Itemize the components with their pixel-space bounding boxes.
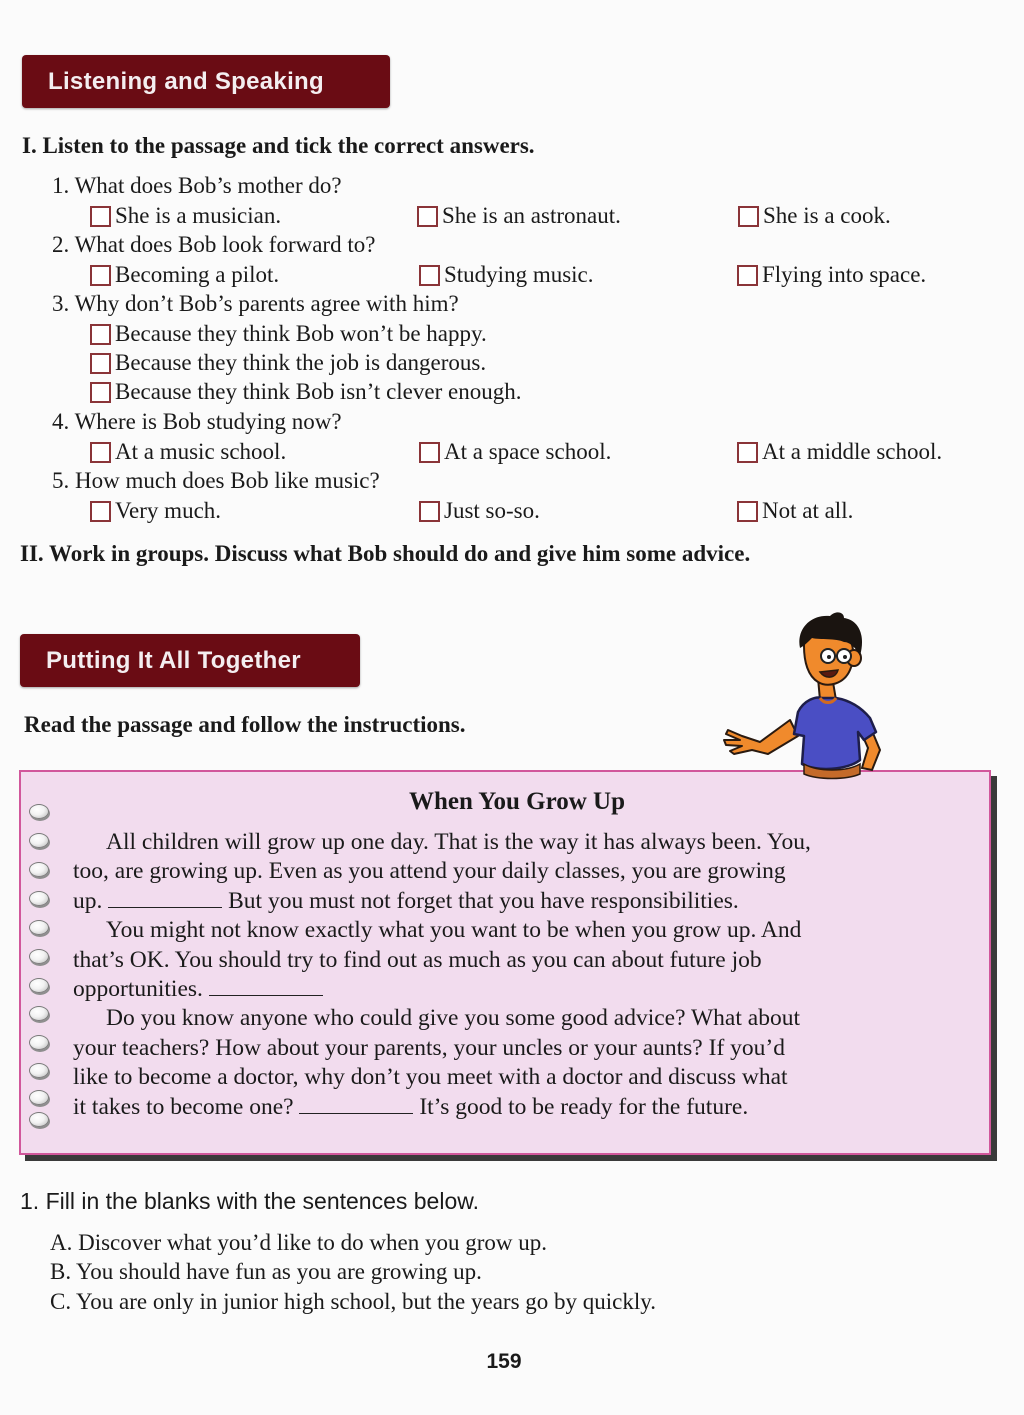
checkbox[interactable] [737,265,758,286]
option-label: She is an astronaut. [442,203,621,228]
option-q5-a[interactable] [90,498,221,524]
passage-text: it takes to become one? [73,1093,300,1120]
passage-line [73,888,739,915]
question-3: 3. Why don’t Bob’s parents agree with him? [52,291,459,316]
checkbox[interactable] [90,501,111,522]
option-label: Just so-so. [444,498,540,523]
passage-line [73,947,762,974]
option-label: At a space school. [444,439,612,464]
passage-title: When You Grow Up [408,788,625,815]
checkbox[interactable] [419,442,440,463]
checkbox[interactable] [737,501,758,522]
sentence-option-c: C. You are only in junior high school, but the years go by quickly. [50,1289,657,1314]
cartoon-boy-illustration [720,608,890,780]
passage-line [106,1005,800,1032]
spiral-ring-icon [29,1006,49,1021]
option-label: Because they think the job is dangerous. [115,350,487,375]
passage-text: like to become a doctor, why don’t you meet with a doctor and discuss what [73,1064,788,1091]
spiral-ring-icon [29,978,49,993]
passage-text: that’s OK. You should try to find out as much as you can about future job [73,946,762,973]
option-q4-a[interactable] [90,439,286,465]
spiral-ring-icon [29,833,49,848]
option-label: Because they think Bob isn’t clever enough. [115,379,522,404]
passage-text: up. [73,887,109,914]
option-label: At a music school. [115,439,287,464]
passage-text: opportunities. [73,976,209,1002]
passage-line [73,1064,788,1091]
question-2: 2. What does Bob look forward to? [52,232,376,257]
checkbox[interactable] [417,206,438,227]
task-instruction: 1. Fill in the blanks with the sentences below. [20,1188,479,1214]
checkbox[interactable] [90,382,111,403]
option-q2-c[interactable] [737,262,926,288]
option-label: Flying into space. [762,262,927,287]
checkbox[interactable] [419,501,440,522]
passage-line [106,829,811,856]
spiral-ring-icon [29,1090,49,1105]
section-heading-putting-it-all-together [20,634,360,687]
spiral-ring-icon [29,1035,49,1050]
passage-line [73,858,786,885]
section-heading-listening-speaking [22,55,390,108]
page-number: 159 [486,1350,522,1373]
spiral-ring-icon [29,862,49,877]
question-5: 5. How much does Bob like music? [52,468,380,493]
option-q2-b[interactable] [419,262,594,288]
checkbox[interactable] [90,442,111,463]
spiral-ring-icon [29,949,49,964]
passage-text: You might not know exactly what you want to be when you grow up. And [106,917,802,944]
passage-line [73,1035,785,1062]
part2-instruction: II. Work in groups. Discuss what Bob should do and give him some advice. [20,541,751,566]
checkbox[interactable] [419,265,440,286]
sentence-option-a: A. Discover what you’d like to do when you grow up. [50,1230,547,1255]
option-q5-c[interactable] [737,498,853,524]
passage-instruction: Read the passage and follow the instructions. [24,712,466,737]
option-q1-c[interactable] [738,203,891,229]
fill-in-blank[interactable] [108,906,222,908]
spiral-ring-icon [29,1112,49,1127]
option-q1-a[interactable] [90,203,281,229]
checkbox[interactable] [738,206,759,227]
fill-in-blank[interactable] [299,1112,413,1114]
spiral-ring-icon [29,1063,49,1078]
passage-text: too, are growing up. Even as you attend your daily classes, you are growing [73,858,786,885]
passage-text: Do you know anyone who could give you some good advice? What about [106,1005,800,1032]
option-q2-a[interactable] [90,262,279,288]
part1-instruction: I. Listen to the passage and tick the correct answers. [22,133,535,158]
question-4: 4. Where is Bob studying now? [52,409,342,434]
fill-in-blank[interactable] [209,994,323,996]
option-q3-a[interactable] [90,321,487,347]
passage-text: But you must not forget that you have responsibilities. [222,887,739,914]
passage-line [73,1094,748,1121]
passage-line [73,976,323,1003]
option-q3-c[interactable] [90,379,521,405]
checkbox[interactable] [90,265,111,286]
sentence-option-b: B. You should have fun as you are growing up. [50,1259,482,1284]
checkbox[interactable] [90,324,111,345]
passage-text: It’s good to be ready for the future. [413,1093,749,1120]
spiral-ring-icon [29,891,49,906]
option-q4-b[interactable] [419,439,611,465]
option-label: Becoming a pilot. [115,262,280,287]
checkbox[interactable] [90,353,111,374]
question-1: 1. What does Bob’s mother do? [52,173,342,198]
option-label: Because they think Bob won’t be happy. [115,321,487,346]
option-label: Studying music. [444,262,594,287]
checkbox[interactable] [90,206,111,227]
section-heading-label: Putting It All Together [46,646,301,674]
checkbox[interactable] [737,442,758,463]
option-q3-b[interactable] [90,350,486,376]
option-label: Very much. [115,498,222,523]
option-q5-b[interactable] [419,498,540,524]
option-label: At a middle school. [762,439,943,464]
option-label: Not at all. [762,498,854,523]
passage-line [106,917,801,944]
option-label: She is a cook. [763,203,891,228]
passage-text: your teachers? How about your parents, your uncles or your aunts? If you’d [73,1034,785,1061]
section-heading-label: Listening and Speaking [48,67,324,95]
option-label: She is a musician. [115,203,282,228]
option-q1-b[interactable] [417,203,621,229]
option-q4-c[interactable] [737,439,942,465]
spiral-ring-icon [29,920,49,935]
passage-text: All children will grow up one day. That is the way it has always been. You, [106,829,811,855]
